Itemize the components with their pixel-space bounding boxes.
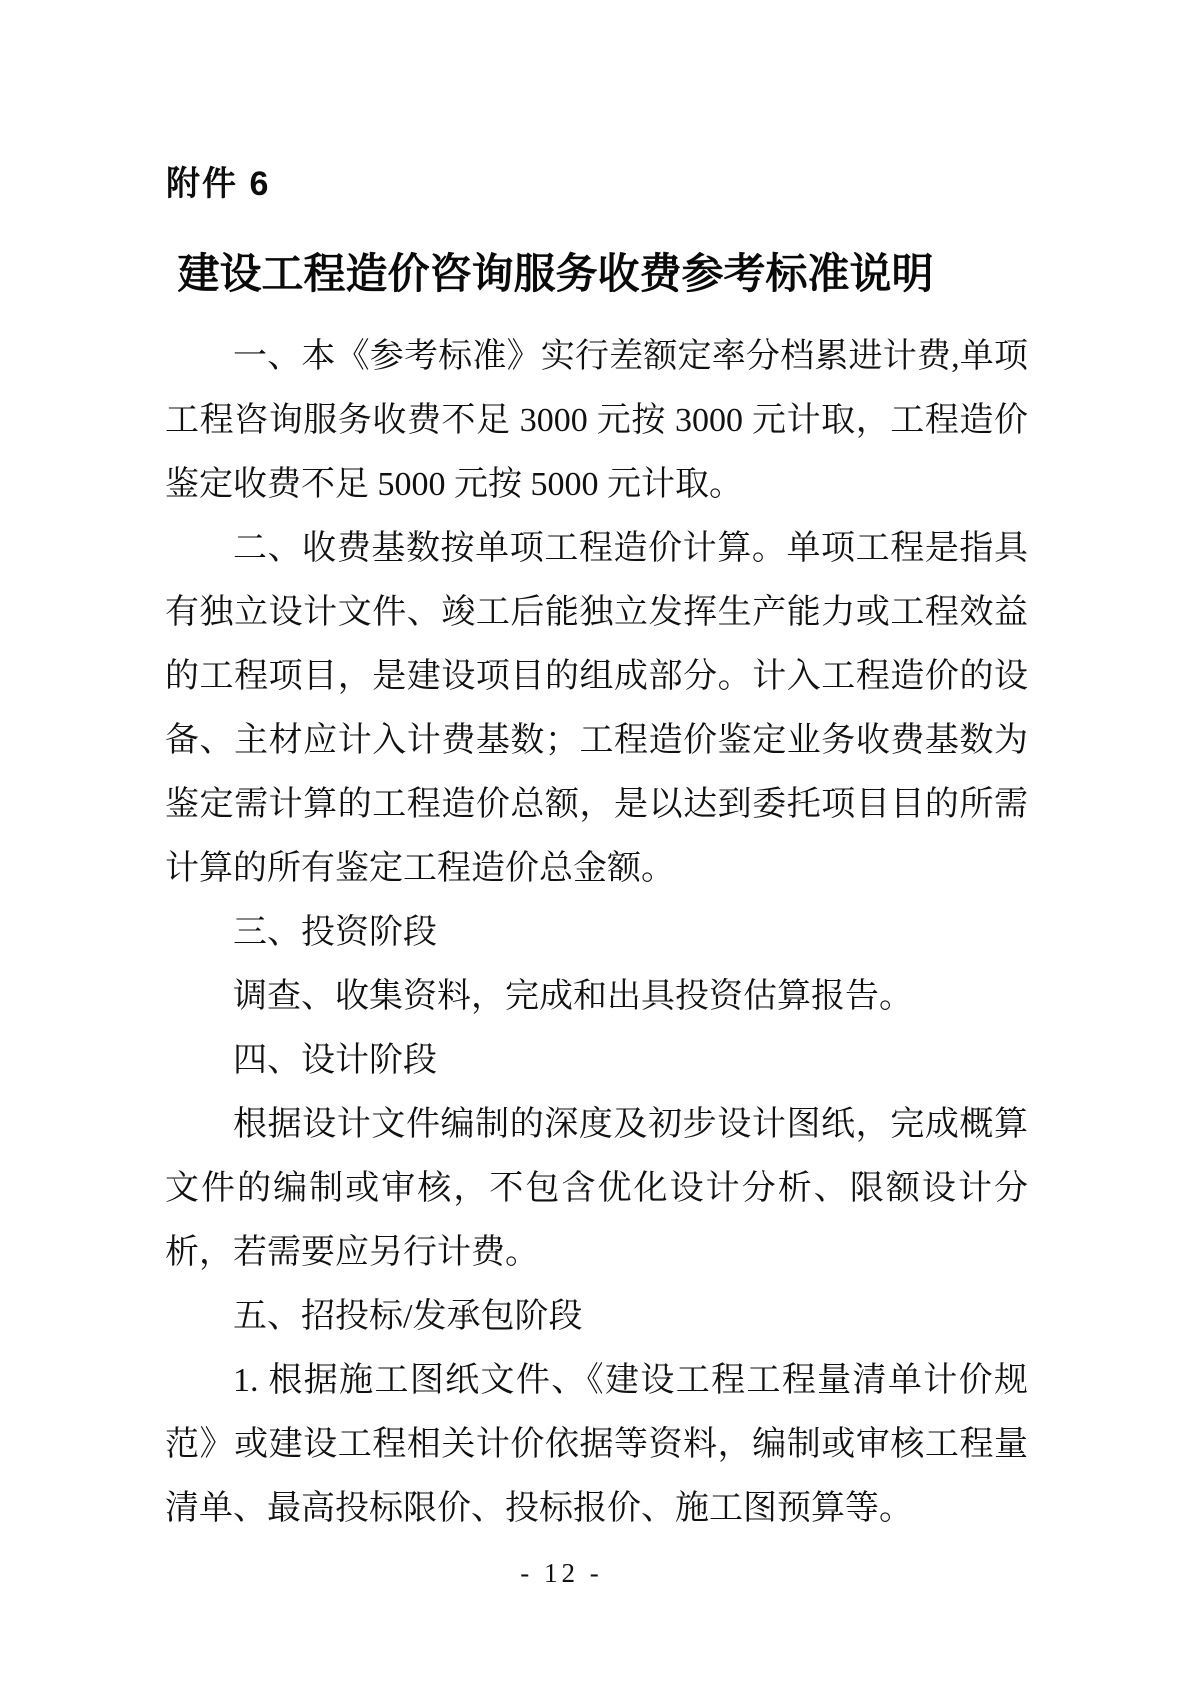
section-heading-bidding-stage: 五、招投标/发承包阶段 [233,1298,583,1335]
body-paragraph-2: 二、收费基数按单项工程造价计算。单项工程是指具有独立设计文件、竣工后能独立发挥生产能力或工程效益的工程项目，是建设项目的组成部分。计入工程造价的设备、主材应计入计费基数；工程造价鉴定业务收费基数为鉴定需计算的工程造价总额，是以达到委托项目目的所需计算的所有鉴定工程造价总金额。 [165,530,1028,887]
document-body [165,325,1028,1541]
body-paragraph-1: 一、本《参考标准》实行差额定率分档累进计费,单项工程咨询服务收费不足 3000 元按 3000 元计取，工程造价鉴定收费不足 5000 元按 5000 元计取。 [165,338,1028,503]
attachment-label: 附件 6 [166,165,271,203]
page-number: - 12 - [520,1558,603,1588]
section-heading-investment-stage: 三、投资阶段 [233,914,437,951]
section-heading-design-stage: 四、设计阶段 [233,1042,437,1079]
document-title: 建设工程造价咨询服务收费参考标准说明 [177,250,934,297]
body-paragraph-4: 调查、收集资料，完成和出具投资估算报告。 [233,978,913,1015]
body-paragraph-6: 根据设计文件编制的深度及初步设计图纸，完成概算文件的编制或审核，不包含优化设计分析、限额设计分析，若需要应另行计费。 [165,1106,1028,1271]
body-paragraph-8: 1. 根据施工图纸文件、《建设工程工程量清单计价规范》或建设工程相关计价依据等资料，编制或审核工程量清单、最高投标限价、投标报价、施工图预算等。 [165,1362,1028,1527]
